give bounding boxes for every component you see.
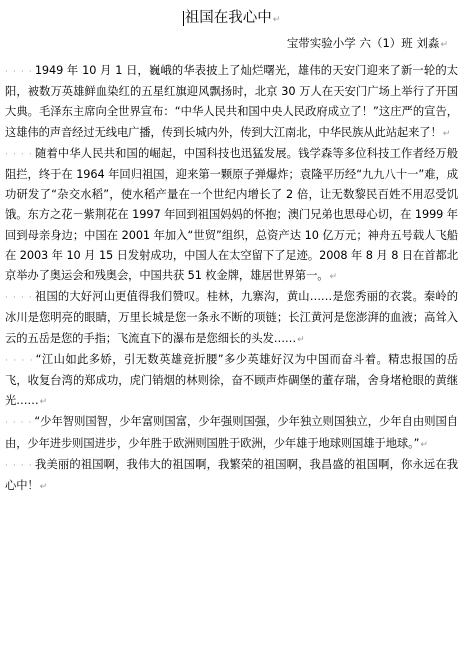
indent-dots: · · · · [5,418,33,429]
paragraph-text: 随着中华人民共和国的崛起，中国科技也迅猛发展。钱学森等多位科技工作者经万般阻拦，终于在 1964 年回归祖国，迎来第一颗原子弹爆炸；袁隆平历经“九九八十一”难，成功研发了“杂交水稻”，使水稻产量在一个世纪内增长了 2 倍，让无数黎民百姓不用忍受饥饿。东方之花－紫荆花在 1997 年回到祖国妈妈的怀抱；澳门兄弟也思母心切，在 1999 年回到母亲身边；中国在 2001 年加入“世贸”组织，总资产达 10 亿万元；神舟五号载人飞船在 2003 年 10 月 15 日发射成功，中国人在太空留下了足迹。2008 年 8 月 8 日在首都北京举办了奥运会和残奥会，中国共获 51 枚金牌，雄居世界第一。 [5,146,459,283]
indent-dots: · · · · [5,293,33,304]
paragraph-mark-icon: ↵ [297,334,305,345]
paragraph-4[interactable] [5,350,458,413]
paragraph-1[interactable] [5,61,458,144]
title-row [5,0,458,26]
paragraph-5[interactable] [5,412,458,454]
paragraph-2[interactable] [5,144,458,287]
paragraph-mark-icon: ↵ [440,40,448,50]
indent-dots: · · · · [5,149,33,160]
author-line [5,36,458,53]
author-text[interactable]: 宝带实验小学 六（1）班 刘淼 [286,36,440,50]
indent-dots: · · · · [5,355,34,366]
paragraph-3[interactable] [5,287,458,350]
paragraph-mark-icon: ↵ [329,272,337,283]
paragraph-text: “少年智则国智，少年富则国富，少年强则国强，少年独立则国独立，少年自由则国自由，少年进步则国进步，少年胜于欧洲则国胜于欧洲，少年雄于地球则国雄于地球。” [5,415,458,450]
paragraph-text: 我美丽的祖国啊，我伟大的祖国啊，我繁荣的祖国啊，我昌盛的祖国啊，你永远在我心中！ [5,457,459,493]
paragraph-mark-icon: ↵ [39,482,48,493]
paragraph-text: “江山如此多娇，引无数英雄竞折腰”多少英雄好汉为中国而奋斗着。精忠报国的岳飞，收复台湾的郑成功，虎门销烟的林则徐，奋不顾声炸碉堡的董存瑞，舍身堵枪眼的黄继光…… [5,352,458,408]
indent-dots: · · · · [5,460,33,471]
paragraph-text: 祖国的大好河山更值得我们赞叹。桂林，九寨沟，黄山……是您秀丽的衣裳。秦岭的冰川是您明亮的眼睛，万里长城是您一条永不断的项链；长江黄河是您澎湃的血液；高耸入云的五岳是您的手指；飞流直下的瀑布是您细长的头发…… [5,290,458,345]
paragraph-mark-icon: ↵ [442,128,451,139]
paragraph-mark-icon: ↵ [39,397,48,408]
paragraph-6[interactable] [5,455,458,497]
indent-dots: · · · · [5,67,33,77]
document-title[interactable]: 祖国在我心中 [184,10,272,26]
paragraph-text: 1949 年 10 月 1 日，巍峨的华表披上了灿烂曙光，雄伟的天安门迎来了新一轮的太阳，被数万英雄鲜血染红的五星红旗迎风飘扬时，北京 30 万人在天安门广场上举行了开国大典。毛泽东主席向全世界宣布：“中华人民共和国中央人民政府成立了！”这庄严的宣告，这雄伟的声音经过无线电广播，传到长城内外，传到大江南北，中华民族从此站起来了！ [5,64,458,139]
paragraph-mark-icon: ↵ [272,15,281,25]
paragraph-mark-icon: ↵ [420,439,428,450]
